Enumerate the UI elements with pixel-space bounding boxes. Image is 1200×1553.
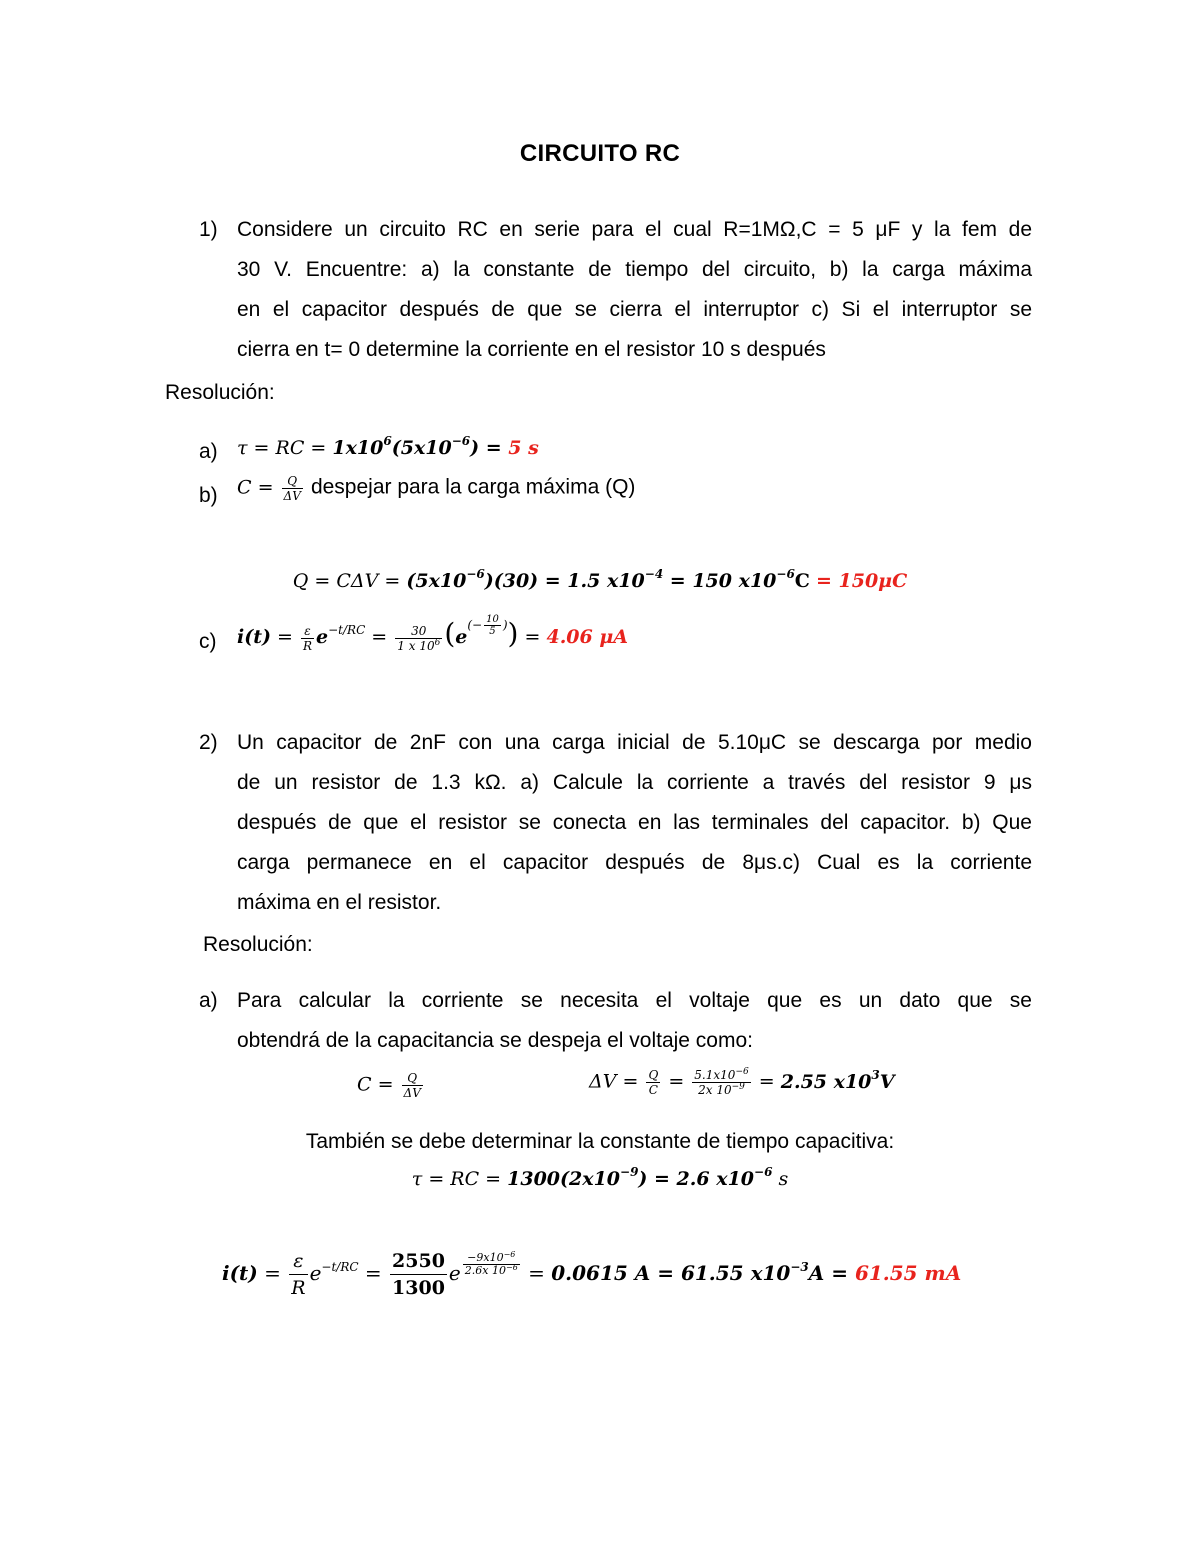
item-2a-label: a): [199, 989, 218, 1012]
answer-1c: 4.06 μA: [546, 626, 629, 648]
page-title: CIRCUITO RC: [519, 140, 681, 167]
equation-1c: i(t) = $\frac{\varepsilon}{R}$ $e^{-t/RC}$ = $\frac{30}{1 x 10^6}$ $(e^{(- \frac{10}{5} )}) = 4.06$ μA: [237, 614, 629, 653]
problem-2-number: 2): [199, 731, 218, 754]
item-1c-label: c): [199, 630, 217, 653]
problem-1-line: Considere un circuito RC en serie para el cual R=1MΩ,C = 5 μF y la fem de: [237, 218, 1032, 241]
problem-1-statement: [237, 210, 1032, 370]
item-2a-line: Para calcular la corriente se necesita el voltaje que es un dato que se: [237, 989, 1032, 1012]
equation-2a-current: i(t) = $\frac{\varepsilon}{R}$ $e^{-t/RC}$ = $\frac{2550}{1300}$ e $^{\frac{-9x10^{-6}}{2.6x 10^{-6}}}$ = 0.0615 A = 61.55 $x10^{-3}A = 61.55$ mA: [222, 1250, 962, 1299]
item-2a-line: obtendrá de la capacitancia se despeja el voltaje como:: [237, 1029, 753, 1052]
problem-2-line: carga permanece en el capacitor después de 8μs.c) Cual es la corriente: [237, 851, 1032, 874]
item-1a-label: a): [199, 440, 218, 463]
problem-1-line: cierra en t= 0 determine la corriente en el resistor 10 s después: [237, 338, 826, 361]
problem-2-line: máxima en el resistor.: [237, 891, 442, 914]
answer-1a: 5 s: [508, 437, 539, 459]
equation-2a-tau: τ = RC = $1300(2x10^{-9}) = 2.6$ $x10^{-6}$ s: [411, 1165, 789, 1190]
equation-1b-charge: $Q = C\Delta V = (5x10^{-6})(30) = 1.5$ $x10^{-4} = 150$ $x10^{-6}C = 150\mu C$: [292, 567, 908, 592]
tau-intro: También se debe determinar la constante de tiempo capacitiva:: [305, 1130, 895, 1153]
equation-2a-capacitance: C = $\frac{Q}{\Delta V}$: [357, 1071, 421, 1100]
problem-2-statement: [237, 723, 1032, 923]
problem-2-line: Un capacitor de 2nF con una carga inicial de 5.10μC se descarga por medio: [237, 731, 1032, 754]
equation-2a-voltage: ΔV = $\frac{Q}{C}$ = $\frac{5.1x10^{-6}}{2x 10^{-9}}$ = 2.55 $x10^3V$: [589, 1067, 895, 1097]
equation-1b: C = $\frac{Q}{\Delta V}$ despejar para la carga máxima (Q): [237, 474, 636, 503]
problem-1-line: 30 V. Encuentre: a) la constante de tiempo del circuito, b) la carga máxima: [237, 258, 1032, 281]
problem-1-number: 1): [199, 218, 218, 241]
item-1b-label: b): [199, 484, 218, 507]
resolution-label-1: Resolución:: [165, 381, 275, 404]
item-1b-text: despejar para la carga máxima (Q): [310, 475, 636, 499]
answer-1b: = 150μC: [815, 570, 908, 592]
problem-2-line: de un resistor de 1.3 kΩ. a) Calcule la corriente a través del resistor 9 μs: [237, 771, 1032, 794]
problem-1-line: en el capacitor después de que se cierra el interruptor c) Si el interruptor se: [237, 298, 1032, 321]
equation-1a: τ = RC = $1x10^6(5x10^{-6}) = 5$ s: [237, 434, 539, 459]
problem-2-line: después de que el resistor se conecta en las terminales del capacitor. b) Que: [237, 811, 1032, 834]
item-2a-text: [237, 981, 1032, 1061]
resolution-label-2: Resolución:: [203, 933, 313, 956]
answer-2a: 61.55 mA: [854, 1261, 962, 1285]
